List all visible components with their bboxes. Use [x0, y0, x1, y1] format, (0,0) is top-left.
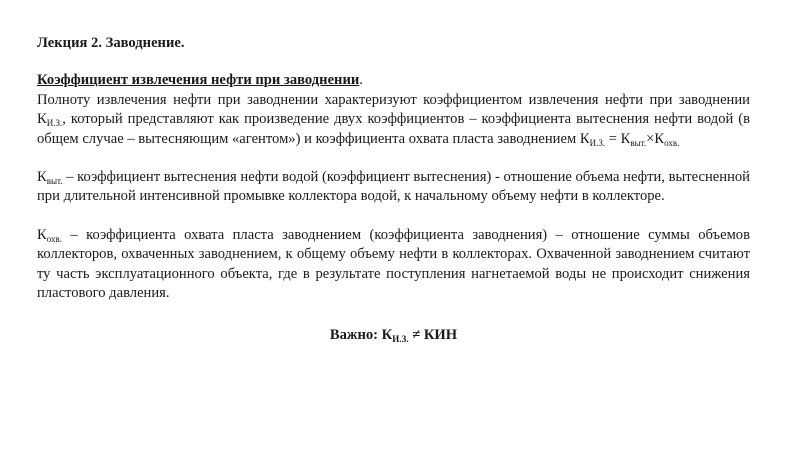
kohv-text: – коэффициента охвата пласта заводнением (коэффициента заводнения) – отношение суммы объемов коллекторов, охваченных заводнением, к общему объему нефти в коллекторах. Охваченной заводнением считают ту часть эксплуатационного объекта, где в результате поступления нагнетаемой воды не происходит снижения пластового давления. [37, 226, 750, 302]
kvyt-text: – коэффициент вытеснения нефти водой (коэффициент вытеснения) - отношение объема нефти, вытесненной при длительной интенсивной промывке коллектора водой, к начальному объему нефти в коллекторе. [37, 169, 750, 205]
paragraph-kin-definition [37, 71, 750, 149]
formula-subscript-vyt: выт. [630, 137, 647, 148]
lecture-title: Лекция 2. Заводнение. [37, 35, 185, 51]
section-heading: Коэффициент извлечения нефти при заводнении [37, 72, 360, 89]
kohv-subscript: охв. [46, 233, 63, 244]
subscript-iz: И.З. [46, 118, 63, 129]
important-rest: ≠ КИН [408, 327, 458, 344]
heading-dot: . [359, 72, 363, 89]
formula-subscript-iz: И.З. [589, 137, 606, 148]
formula-equals: = К [605, 130, 631, 147]
paragraph-kvyt-definition [37, 168, 750, 207]
important-label: Важно: К [329, 327, 393, 344]
paragraph-text-a: Полноту извлечения нефти при заводнении характеризуют коэффициентом извлечения нефти при заводнении К [37, 91, 750, 128]
slide-content [37, 34, 750, 346]
paragraph-kohv-definition [37, 226, 750, 304]
formula-subscript-ohv: охв. [664, 137, 680, 148]
important-subscript: И.З. [392, 334, 409, 345]
kvyt-symbol: К [37, 169, 47, 186]
important-note [37, 326, 750, 345]
kohv-symbol: К [37, 226, 47, 243]
kvyt-subscript: выт. [46, 176, 63, 187]
paragraph-text-b: , который представляют как произведение двух коэффициентов – коэффициента вытеснения нефти водой (в общем случае – вытесняющим «агентом») и коэффициента охвата пласта заводнением К [37, 111, 750, 147]
formula-times: ×К [646, 130, 665, 147]
